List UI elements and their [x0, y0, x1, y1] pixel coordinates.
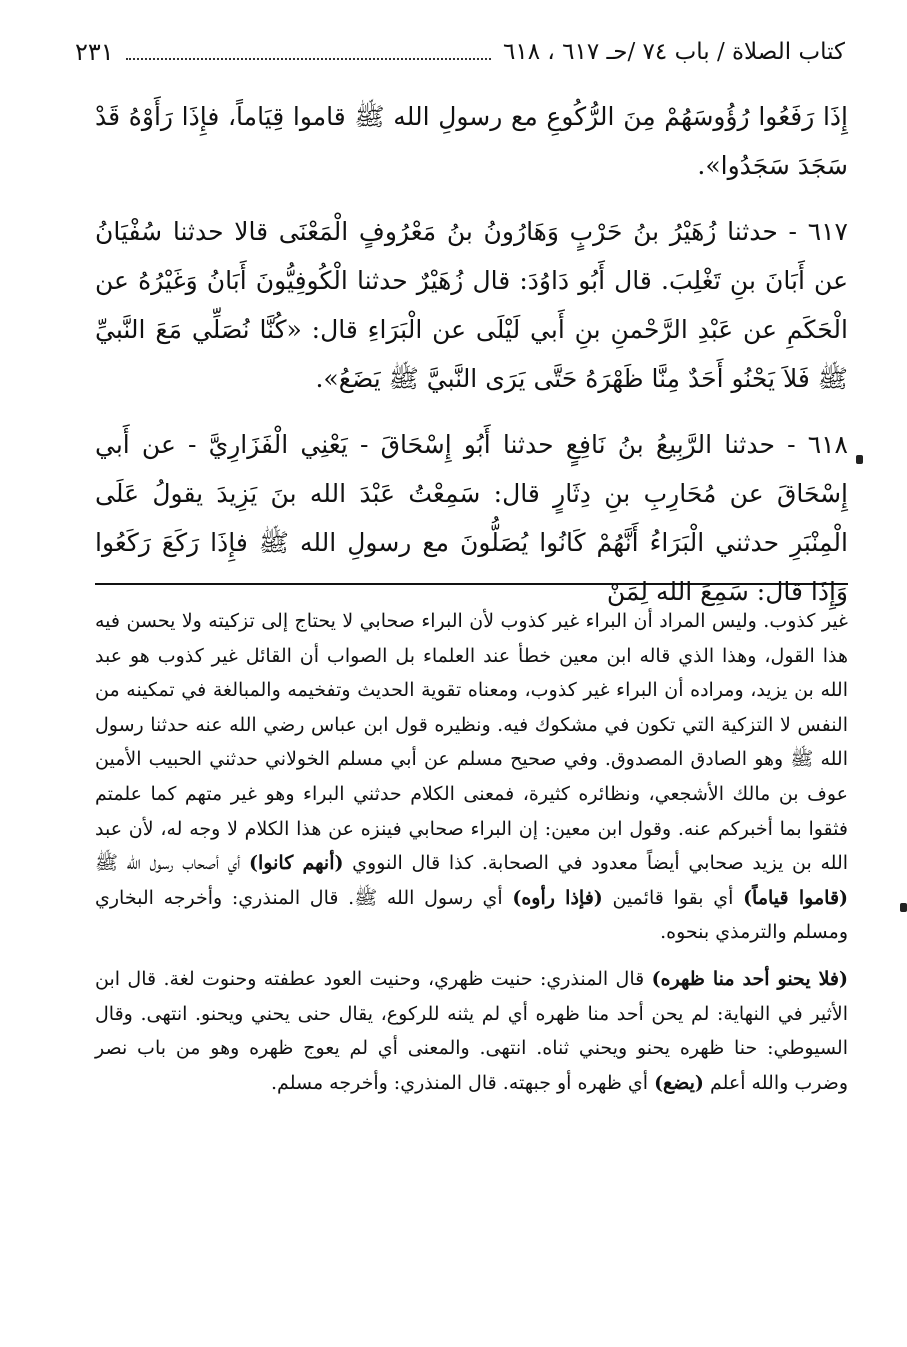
- commentary: [95, 604, 848, 1112]
- bold-term: (فإذا رأوه): [512, 886, 603, 909]
- margin-marker: [900, 903, 907, 912]
- commentary-text: قال المنذري: حنيت ظهري، وحنيت العود عطفته وحنوت لغة. قال ابن الأثير في النهاية: لم يحن أحد منا ظهره أي لم يثنه للركوع، يقال حنى يحني ويحنو. انتهى. وقال السيوطي: حنا ظهره يحنو ويحني ثناه. انتهى. والمعنى أي لم يعوج ظهره وهو من باب نصر وضرب والله أعلم: [95, 967, 848, 1094]
- commentary-text: أي بقوا قائمين: [612, 886, 734, 909]
- commentary-text: أي رسول الله ﷺ. قال المنذري: وأخرجه البخاري ومسلم والترمذي بنحوه.: [95, 886, 848, 944]
- page-number: ٢٣١: [75, 38, 114, 66]
- hadith-618: ٦١٨ - حدثنا الرَّبِيعُ بنُ نَافِعٍ حدثنا أَبُو إِسْحَاقَ - يَعْنِي الْفَزَارِيَّ - عن أَبي إِسْحَاقَ عن مُحَارِبِ بنِ دِثَارٍ قال: سَمِعْتُ عَبْدَ الله بنَ يَزِيدَ يقولُ عَلَى الْمِنْبَرِ حدثني الْبَرَاءُ أَنَّهُمْ كَانُوا يُصَلُّونَ مع رسولِ الله ﷺ فإِذَا رَكَعَ رَكَعُوا وَإِذَا قال: سَمِعَ الله لِمَنْ: [95, 430, 848, 606]
- bold-term: (فلا يحنو أحد منا ظهره): [651, 967, 848, 990]
- margin-marker: [856, 455, 863, 464]
- bold-term: (أنهم كانوا): [249, 852, 344, 875]
- commentary-paragraph: [95, 962, 848, 1100]
- footnote-divider: [95, 583, 848, 585]
- bold-term: (يضع): [654, 1071, 704, 1094]
- dot-leader: [126, 44, 491, 60]
- commentary-text: أي أصحاب رسول الله ﷺ: [95, 852, 241, 875]
- chapter-title: كتاب الصلاة / باب ٧٤ /حـ ٦١٧ ، ٦١٨: [503, 39, 845, 65]
- main-paragraph-continuation: إِذَا رَفَعُوا رُؤُوسَهُمْ مِنَ الرُّكُوعِ مع رسولِ الله ﷺ قاموا قِيَاماً، فإِذَا رَأَوْهُ قَدْ سَجَدَ سَجَدُوا».: [95, 102, 848, 180]
- main-text: [95, 92, 848, 633]
- commentary-paragraph: [95, 604, 848, 950]
- hadith-617: ٦١٧ - حدثنا زُهَيْرُ بنُ حَرْبٍ وَهَارُونُ بنُ مَعْرُوفٍ الْمَعْنَى قالا حدثنا سُفْيَانُ عن أَبَانَ بنِ تَغْلِبَ. قال أَبُو دَاوُدَ: قال زُهَيْرٌ حدثنا الْكُوفِيُّونَ أَبَانُ وَغَيْرُهُ عن الْحَكَمِ عن عَبْدِ الرَّحْمنِ بنِ أَبي لَيْلَى عن الْبَرَاءِ قال: «كُنَّا نُصَلِّي مَعَ النَّبيِّ ﷺ فَلاَ يَحْنُو أَحَدٌ مِنَّا ظَهْرَهُ حَتَّى يَرَى النَّبيَّ ﷺ يَضَعُ».: [95, 217, 848, 393]
- commentary-text: غير كذوب. وليس المراد أن البراء غير كذوب لأن البراء صحابي لا يحتاج إلى تزكيته ولا يحسن فيه هذا القول، وهذا الذي قاله ابن معين خطأ عند العلماء بل الصواب أن القائل غير كذوب هو عبد الله بن يزيد، ومراده أن البراء غير كذوب، ومعناه تقوية الحديث وتفخيمه والمبالغة في تمكينه من النفس لا التزكية التي تكون في مشكوك فيه. ونظيره قول ابن عباس رضي الله عنه حدثنا رسول الله ﷺ وهو الصادق المصدوق. وفي صحيح مسلم عن أبي مسلم الخولاني حدثني الحبيب الأمين عوف بن مالك الأشجعي، ونظائره كثيرة، فمعنى الكلام حدثني البراء وهو غير متهم كما علمتم فثقوا بما أخبركم عنه. وقول ابن معين: إن البراء صحابي فينزه عن هذا الكلام لا وجه له، لأن عبد الله بن يزيد صحابي أيضاً معدود في الصحابة. كذا قال النووي: [95, 610, 849, 875]
- running-header: [75, 34, 845, 70]
- commentary-text: أي ظهره أو جبهته. قال المنذري: وأخرجه مسلم.: [271, 1071, 649, 1094]
- bold-term: (قاموا قياماً): [743, 886, 849, 909]
